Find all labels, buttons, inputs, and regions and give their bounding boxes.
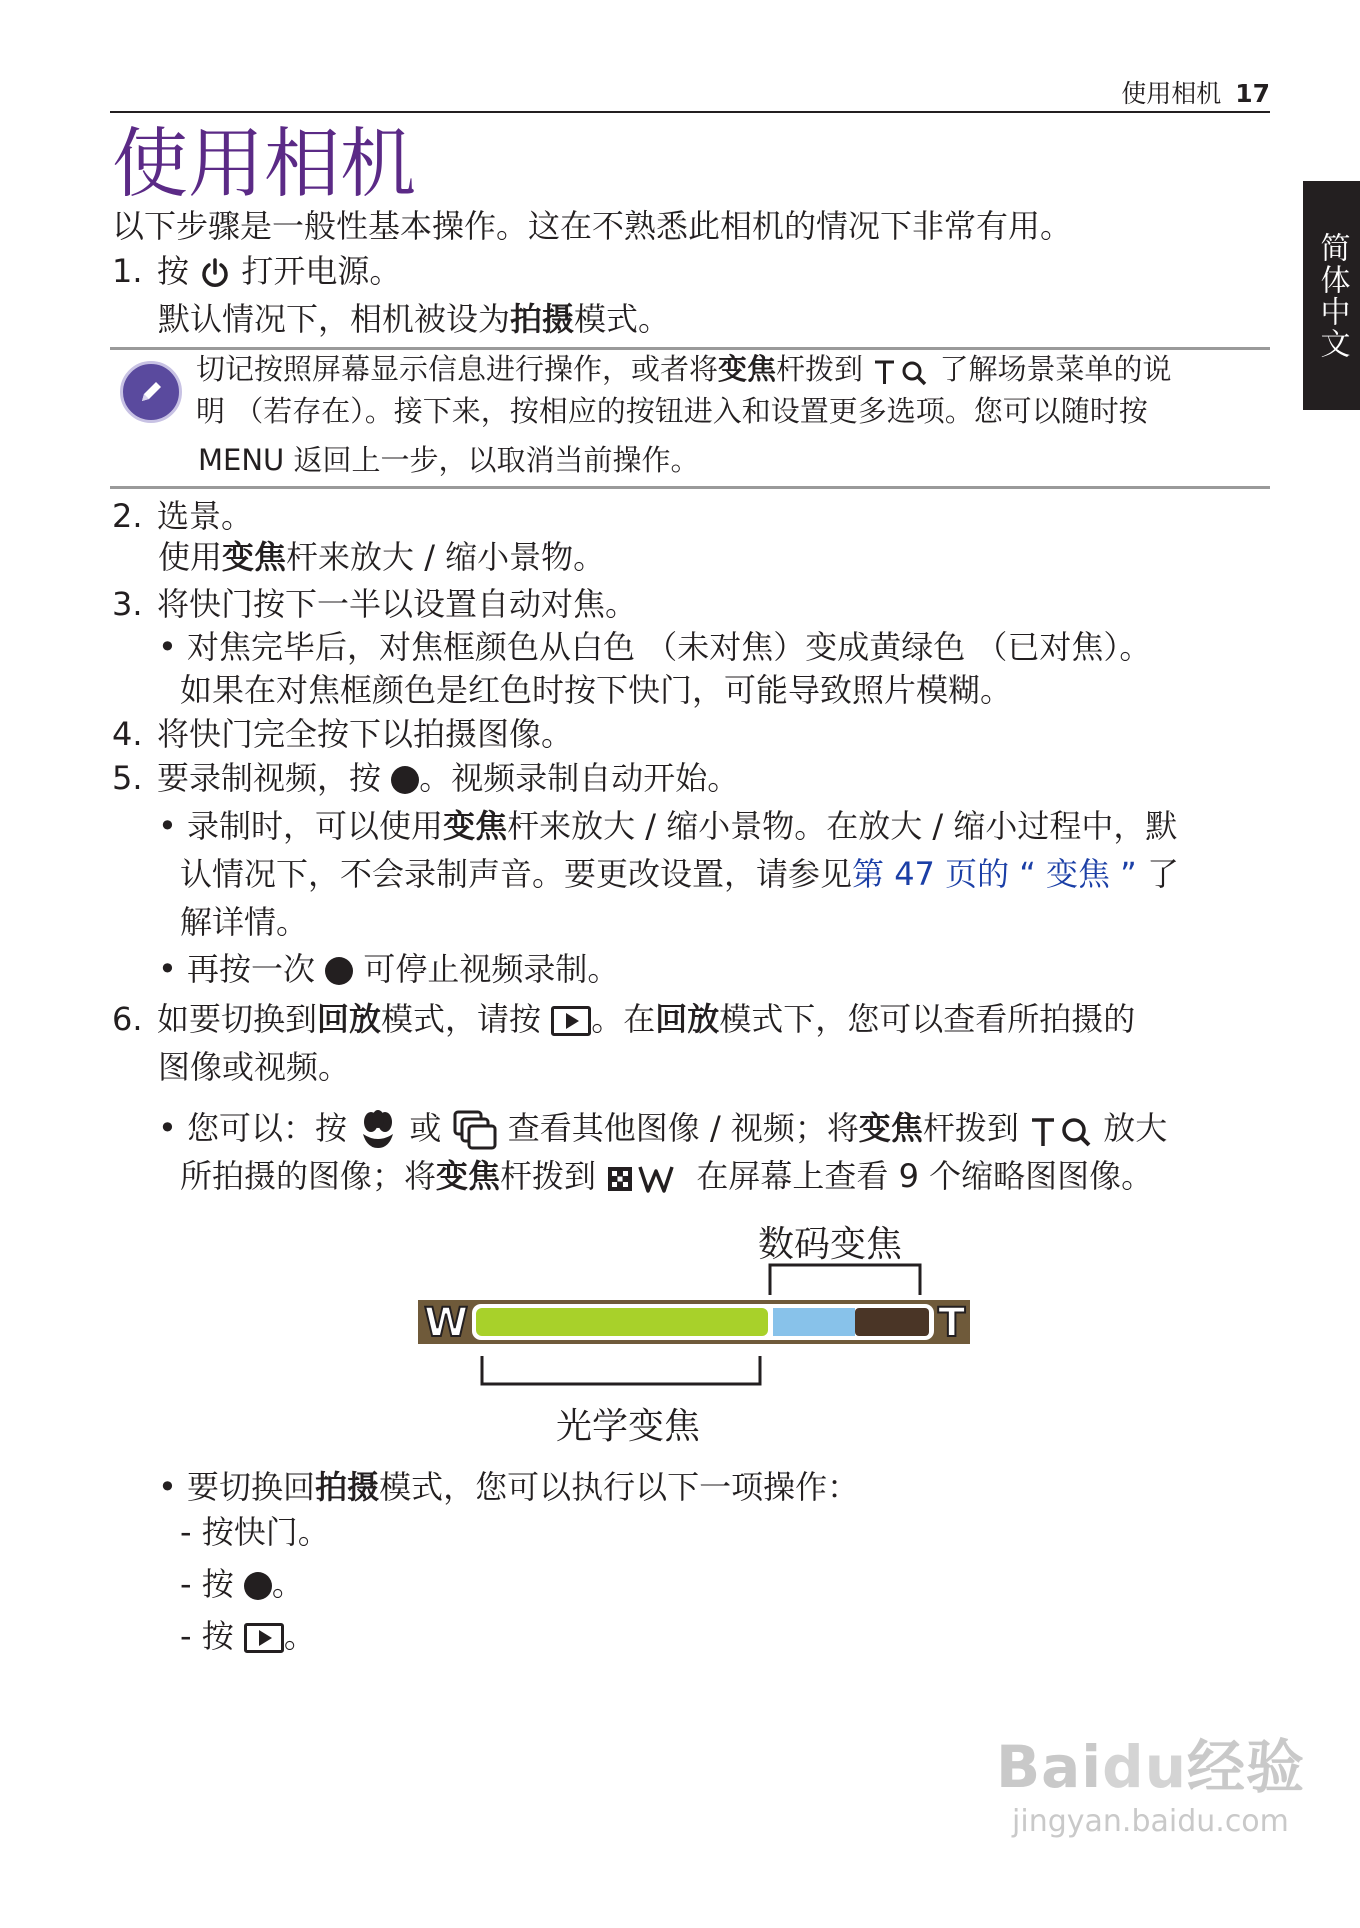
- text: 对焦完毕后，对焦框颜色从白色 （未对焦）变成黄绿色 （已对焦）。: [187, 628, 1152, 666]
- step-text: 。在: [591, 1000, 656, 1038]
- playback-button-icon: [551, 1006, 591, 1036]
- digital-zoom-bracket: [770, 1265, 920, 1295]
- step-text: 将快门按下一半以设置自动对焦。: [157, 585, 638, 623]
- text: 在屏幕上查看 9 个缩略图图像。: [696, 1157, 1154, 1195]
- text: 或: [409, 1109, 442, 1147]
- bold-term: 变焦: [436, 1157, 501, 1195]
- text: 要切换回: [187, 1468, 316, 1506]
- step-5-bullet-1: • 录制时，可以使用变焦杆来放大 / 缩小景物。在放大 / 缩小过程中，默: [158, 807, 1178, 845]
- note-line-3: [198, 443, 700, 477]
- record-button-icon: [244, 1572, 272, 1600]
- step-number: 1.: [112, 252, 143, 290]
- step-text: 如要切换到: [157, 1000, 318, 1038]
- note-bottom-rule: [110, 486, 1270, 489]
- text: 可停止视频录制。: [363, 950, 620, 988]
- text: Bai: [995, 1733, 1103, 1801]
- text: 了: [1146, 855, 1179, 893]
- text: 了解场景菜单的说: [939, 352, 1172, 386]
- step-text: 要录制视频，按: [157, 759, 382, 797]
- page-title: 使用相机: [112, 119, 416, 208]
- digital-zoom-remaining: [855, 1308, 929, 1336]
- step-2-sub: [158, 538, 606, 576]
- text: 认情况下，不会录制声音。要更改设置，请参见: [180, 855, 853, 893]
- note-pencil-icon: [120, 361, 182, 423]
- switch-option-1: - 按快门。: [180, 1513, 330, 1551]
- zoom-bar-w-letter: W: [424, 1300, 469, 1346]
- page-number: 17: [1235, 79, 1270, 108]
- text: 模式。: [574, 300, 671, 338]
- step-6: [112, 1000, 1136, 1038]
- step-6-bullet-line-2: [180, 1157, 1154, 1195]
- step-6-bullet-line-1: • 您可以：按 或 查看其他图像 / 视频；将变焦杆拨到 放大: [158, 1109, 1167, 1151]
- text: 切记按照屏幕显示信息进行操作，或者将: [196, 352, 719, 386]
- text: - 按: [180, 1565, 234, 1603]
- text: 查看其他图像 / 视频；将: [507, 1109, 859, 1147]
- step-5-bullet-1-line-2: [180, 855, 1179, 893]
- switch-back-bullet: • 要切换回拍摄模式，您可以执行以下一项操作：: [158, 1468, 860, 1506]
- bold-term: 变焦: [718, 352, 777, 386]
- bold-term: 变焦: [443, 807, 508, 845]
- header-rule: [110, 111, 1270, 113]
- step-text: 模式，请按: [381, 1000, 542, 1038]
- text: 杆拨到: [922, 1109, 1019, 1147]
- step-1-sub: [158, 300, 671, 338]
- macro-flower-icon: [357, 1110, 399, 1150]
- digital-zoom-label: 数码变焦: [758, 1224, 903, 1265]
- optical-zoom-label: 光学变焦: [556, 1406, 701, 1447]
- note-line-1: [196, 352, 1172, 386]
- bold-term: 拍摄: [315, 1468, 380, 1506]
- switch-option-2: [180, 1565, 304, 1603]
- note-line-2: 明 （若存在）。接下来，按相应的按钮进入和设置更多选项。您可以随时按: [196, 394, 1148, 428]
- step-number: 6.: [112, 1000, 143, 1038]
- step-4: [112, 715, 574, 753]
- baidu-watermark: [996, 1720, 1305, 1839]
- text: 杆拨到: [500, 1157, 597, 1195]
- step-text: 按: [157, 252, 190, 290]
- drive-mode-icon: [452, 1109, 498, 1151]
- text: 您可以：按: [187, 1109, 348, 1147]
- optical-zoom-segment: [476, 1308, 768, 1336]
- text: - 按: [180, 1617, 234, 1655]
- step-text: 打开电源。: [241, 252, 402, 290]
- intro-text: 以下步骤是一般性基本操作。这在不熟悉此相机的情况下非常有用。: [112, 207, 1073, 245]
- menu-key-label: MENU: [198, 443, 285, 477]
- record-button-icon: [391, 766, 419, 794]
- zoom-page-link[interactable]: 第 47 页的 “ 变焦 ”: [852, 855, 1137, 893]
- text: 再按一次: [187, 950, 316, 988]
- playback-button-icon: [244, 1623, 284, 1653]
- step-number: 2.: [112, 497, 143, 535]
- text: 经验: [1186, 1733, 1305, 1801]
- note-top-rule: [110, 347, 1270, 350]
- tele-zoom-icon: [1029, 1112, 1093, 1148]
- step-5-bullet-1-line-3: 解详情。: [180, 903, 309, 941]
- text: 杆来放大 / 缩小景物。在放大 / 缩小过程中，默: [507, 807, 1178, 845]
- step-6-line-2: 图像或视频。: [158, 1048, 351, 1086]
- tele-zoom-icon: [872, 356, 930, 386]
- language-tab: 简体中文: [1303, 181, 1360, 410]
- header-section: 使用相机: [1121, 79, 1222, 108]
- step-3-bullet-cont: 如果在对焦框颜色是红色时按下快门，可能导致照片模糊。: [180, 671, 1013, 709]
- step-number: 3.: [112, 585, 143, 623]
- step-3-bullet: • 对焦完毕后，对焦框颜色从白色 （未对焦）变成黄绿色 （已对焦）。: [158, 628, 1152, 666]
- bold-term: 变焦: [858, 1109, 923, 1147]
- step-1: [112, 252, 402, 290]
- text: 。: [283, 1617, 316, 1655]
- step-text: 模式下，您可以查看所拍摄的: [719, 1000, 1136, 1038]
- text: 杆来放大 / 缩小景物。: [286, 538, 606, 576]
- zoom-bar-diagram: [410, 1260, 990, 1390]
- text: 所拍摄的图像；将: [180, 1157, 437, 1195]
- step-2: [112, 497, 254, 535]
- text: 录制时，可以使用: [187, 807, 444, 845]
- step-number: 4.: [112, 715, 143, 753]
- step-text: 将快门完全按下以拍摄图像。: [157, 715, 574, 753]
- optical-zoom-bracket: [482, 1356, 760, 1384]
- watermark-brand: [996, 1720, 1305, 1804]
- watermark-url: jingyan.baidu.com: [1012, 1804, 1289, 1839]
- zoom-bar-t-letter: T: [938, 1300, 966, 1346]
- text: 。: [271, 1565, 304, 1603]
- bold-term: 回放: [317, 1000, 382, 1038]
- text: du: [1102, 1733, 1187, 1801]
- text: 杆拨到: [776, 352, 864, 386]
- text: 默认情况下，相机被设为: [158, 300, 511, 338]
- page-header: [1121, 74, 1270, 110]
- step-5-bullet-2: • 再按一次 可停止视频录制。: [158, 950, 620, 988]
- bold-term: 变焦: [222, 538, 287, 576]
- step-text: 选景。: [157, 497, 254, 535]
- step-number: 5.: [112, 759, 143, 797]
- step-3: [112, 585, 638, 623]
- digital-zoom-segment: [773, 1308, 855, 1336]
- power-icon: [199, 257, 231, 289]
- text: 模式，您可以执行以下一项操作：: [379, 1468, 860, 1506]
- step-5: [112, 759, 740, 797]
- text: 返回上一步，以取消当前操作。: [293, 443, 700, 477]
- record-button-icon: [325, 957, 353, 985]
- text: 使用: [158, 538, 223, 576]
- text: 放大: [1103, 1109, 1168, 1147]
- switch-option-3: [180, 1617, 316, 1655]
- wide-thumbnail-icon: [606, 1161, 686, 1195]
- bold-term: 拍摄: [510, 300, 575, 338]
- step-text: 。视频录制自动开始。: [419, 759, 740, 797]
- bold-term: 回放: [655, 1000, 720, 1038]
